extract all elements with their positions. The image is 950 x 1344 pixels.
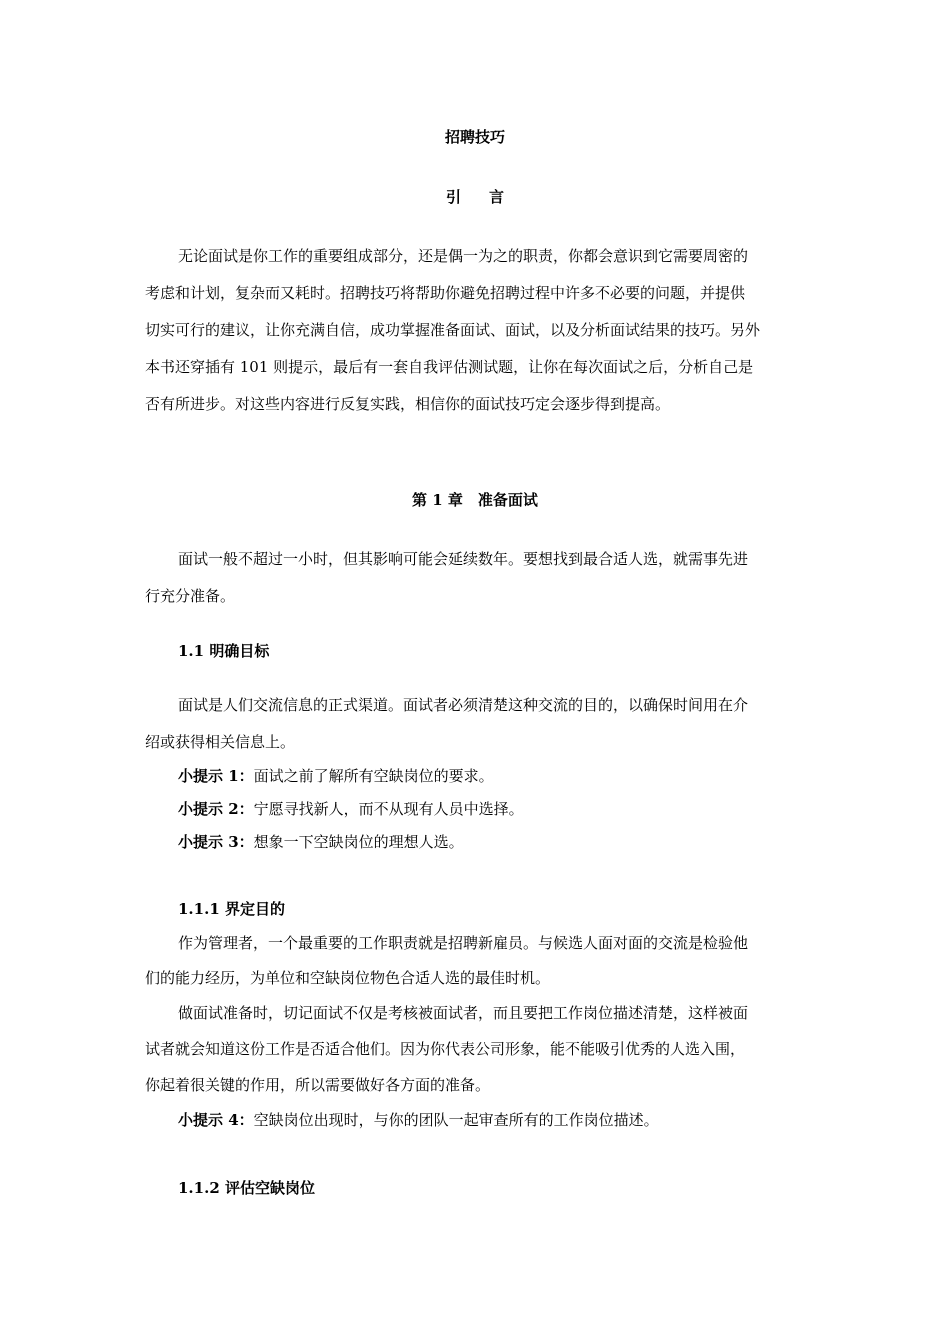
tip-text: 空缺岗位出现时，与你的团队一起审查所有的工作岗位描述。 [253, 1111, 659, 1129]
intro-paragraph-line: 本书还穿插有 101 则提示，最后有一套自我评估测试题，让你在每次面试之后，分析自己是 [145, 358, 754, 376]
section-1-1-paragraph-line: 绍或获得相关信息上。 [145, 733, 296, 751]
tip-3 [178, 832, 805, 852]
tip-text: 想象一下空缺岗位的理想人选。 [253, 833, 464, 851]
section-1-1-1-heading: 1.1.1 界定目的 [178, 900, 285, 918]
document-title: 招聘技巧 [444, 128, 505, 146]
tip-text: 宁愿寻找新人，而不从现有人员中选择。 [253, 800, 524, 818]
section-1-1-paragraph-line: 面试是人们交流信息的正式渠道。面试者必须清楚这种交流的目的，以确保时间用在介 [178, 696, 749, 714]
chapter1-paragraph-line: 行充分准备。 [145, 587, 236, 605]
intro-paragraph-line: 无论面试是你工作的重要组成部分，还是偶一为之的职责，你都会意识到它需要周密的 [178, 247, 749, 265]
section-1-1-1-paragraph-line: 做面试准备时，切记面试不仅是考核被面试者，而且要把工作岗位描述清楚，这样被面 [178, 1004, 749, 1022]
tip-text: 面试之前了解所有空缺岗位的要求。 [253, 767, 494, 785]
tip-4 [178, 1110, 805, 1130]
intro-paragraph-line: 否有所进步。对这些内容进行反复实践，相信你的面试技巧定会逐步得到提高。 [145, 395, 671, 413]
section-1-1-2-heading: 1.1.2 评估空缺岗位 [178, 1179, 315, 1197]
tip-label: 小提示 1： [178, 767, 254, 785]
section-1-1-heading: 1.1 明确目标 [178, 642, 270, 660]
tip-label: 小提示 4： [178, 1111, 254, 1129]
intro-heading: 引言 [445, 188, 532, 206]
tip-2 [178, 799, 805, 819]
tip-1 [178, 766, 805, 786]
section-1-1-1-paragraph-line: 试者就会知道这份工作是否适合他们。因为你代表公司形象，能不能吸引优秀的人选入围， [145, 1040, 746, 1058]
chapter1-heading: 第 1 章 准备面试 [412, 491, 538, 509]
tip-label: 小提示 3： [178, 833, 254, 851]
intro-paragraph-line: 切实可行的建议，让你充满自信，成功掌握准备面试、面试，以及分析面试结果的技巧。另外 [145, 321, 761, 339]
tip-label: 小提示 2： [178, 800, 254, 818]
chapter1-paragraph-line: 面试一般不超过一小时，但其影响可能会延续数年。要想找到最合适人选，就需事先进 [178, 550, 749, 568]
intro-paragraph-line: 考虑和计划，复杂而又耗时。招聘技巧将帮助你避免招聘过程中许多不必要的问题，并提供 [145, 284, 746, 302]
section-1-1-1-paragraph-line: 你起着很关键的作用，所以需要做好各方面的准备。 [145, 1076, 491, 1094]
section-1-1-1-paragraph-line: 作为管理者，一个最重要的工作职责就是招聘新雇员。与候选人面对面的交流是检验他 [178, 934, 749, 952]
section-1-1-1-paragraph-line: 们的能力经历，为单位和空缺岗位物色合适人选的最佳时机。 [145, 969, 551, 987]
